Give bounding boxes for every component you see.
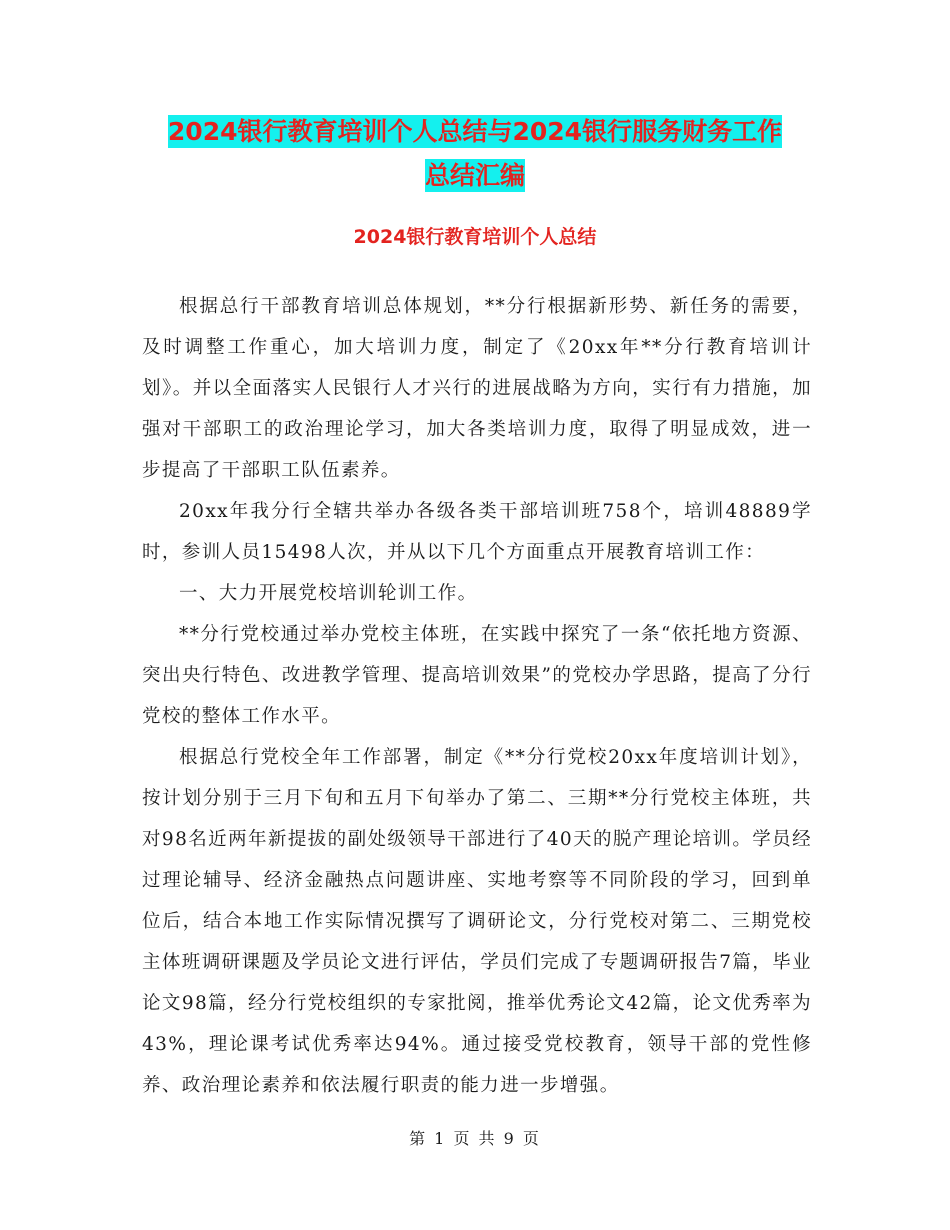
- paragraph-5: 根据总行党校全年工作部署，制定《**分行党校20xx年度培训计划》，按计划分别于三月下旬和五月下旬举办了第二、三期**分行党校主体班，共对98名近两年新提拔的副处级领导干部进行了40天的脱产理论培训。学员经过理论辅导、经济金融热点问题讲座、实地考察等不同阶段的学习，回到单位后，结合本地工作实际情况撰写了调研论文，分行党校对第二、三期党校主体班调研课题及学员论文进行评估，学员们完成了专题调研报告7篇，毕业论文98篇，经分行党校组织的专家批阅，推举优秀论文42篇，论文优秀率为43%，理论课考试优秀率达94%。通过接受党校教育，领导干部的党性修养、政治理论素养和依法履行职责的能力进一步增强。: [142, 747, 812, 1096]
- document-title-line-1: 2024银行教育培训个人总结与2024银行服务财务工作: [167, 117, 783, 146]
- section-title: 2024银行教育培训个人总结: [353, 226, 597, 248]
- page-footer: 第 1 页 共 9 页: [409, 1129, 541, 1148]
- document-title-line-2: 总结汇编: [424, 161, 525, 190]
- paragraph-1: 根据总行干部教育培训总体规划，**分行根据新形势、新任务的需要，及时调整工作重心，加大培训力度，制定了《20xx年**分行教育培训计划》。并以全面落实人民银行人才兴行的进展战略为方向，实行有力措施，加强对干部职工的政治理论学习，加大各类培训力度，取得了明显成效，进一步提高了干部职工队伍素养。: [142, 296, 812, 481]
- document-body: [142, 286, 812, 1106]
- paragraph-2: 20xx年我分行全辖共举办各级各类干部培训班758个，培训48889学时，参训人员15498人次，并从以下几个方面重点开展教育培训工作：: [142, 501, 812, 563]
- paragraph-4: **分行党校通过举办党校主体班，在实践中探究了一条“依托地方资源、突出央行特色、改进教学管理、提高培训效果”的党校办学思路，提高了分行党校的整体工作水平。: [142, 624, 812, 727]
- document-title: [0, 110, 950, 198]
- paragraph-3: 一、大力开展党校培训轮训工作。: [179, 583, 478, 604]
